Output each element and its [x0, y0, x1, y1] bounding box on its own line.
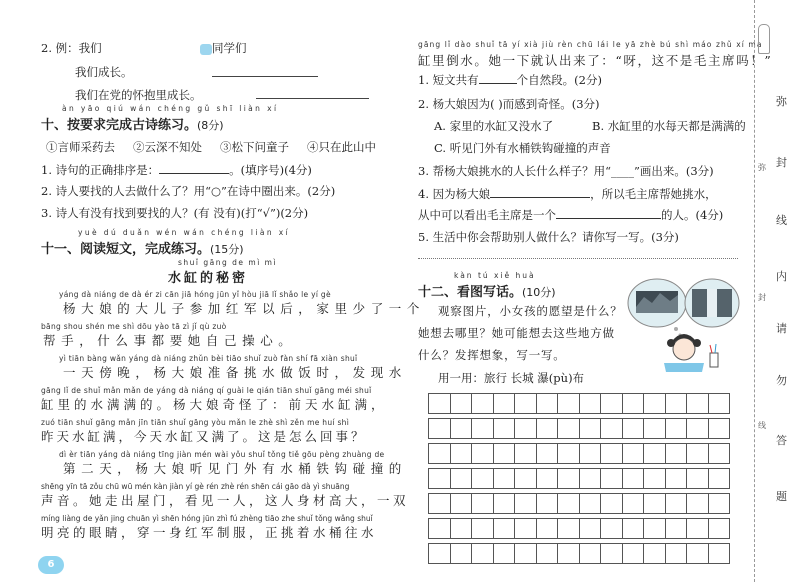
grid-cell[interactable] — [687, 419, 709, 439]
grid-cell[interactable] — [558, 544, 580, 564]
story-line — [41, 482, 410, 514]
grid-cell[interactable] — [665, 494, 687, 514]
grid-cell[interactable] — [579, 544, 601, 564]
grid-cell[interactable] — [515, 494, 537, 514]
grid-cell[interactable] — [493, 519, 515, 539]
r-q2-option-b: B. 水缸里的水每天都是满满的 — [592, 119, 746, 133]
s10-q2: 2. 诗人要找的人去做什么了？用“○”在诗中圈出来。(2分) — [41, 184, 336, 198]
grid-cell[interactable] — [558, 469, 580, 489]
grid-cell[interactable] — [450, 469, 472, 489]
s12-prompt-2: 她想去哪里？她可能想去这些地方做 — [418, 326, 615, 340]
grid-cell[interactable] — [450, 519, 472, 539]
grid-cell[interactable] — [450, 544, 472, 564]
grid-cell[interactable] — [536, 469, 558, 489]
grid-cell[interactable] — [601, 444, 623, 464]
story-line-text: 第二天，杨大娘听见门外有水桶铁钩碰撞的 — [63, 461, 407, 476]
grid-cell[interactable] — [493, 394, 515, 414]
grid-cell[interactable] — [708, 394, 730, 414]
grid-cell[interactable] — [429, 444, 451, 464]
grid-cell[interactable] — [644, 419, 666, 439]
grid-cell[interactable] — [687, 544, 709, 564]
grid-cell[interactable] — [472, 394, 494, 414]
story-line-pinyin: gāng lǐ de shuǐ mǎn mǎn de yáng dà niáng qí guài le qián tiān shuǐ gāng méi shuǐ — [41, 386, 372, 395]
grid-cell[interactable] — [429, 469, 451, 489]
story-line-text: 一天傍晚，杨大娘准备挑水做饭时，发现水 — [63, 365, 407, 380]
grid-cell[interactable] — [644, 544, 666, 564]
grid-row — [429, 444, 730, 464]
s10-q1-answer-blank[interactable] — [159, 163, 229, 174]
r-q4-text-b: ，所以毛主席帮她挑水， — [590, 187, 717, 201]
q2-example-word: 同学们 — [212, 41, 247, 55]
story-line-pinyin: shēng yīn tā zǒu chū wū mén kàn jiàn yí gè rén zhè rén shēn cái gāo dà yì shuāng — [41, 482, 350, 491]
story-line-text: 昨天水缸满，今天水缸又满了。这是怎么回事？ — [41, 429, 367, 444]
grid-cell[interactable] — [558, 394, 580, 414]
grid-cell[interactable] — [450, 419, 472, 439]
grid-cell[interactable] — [601, 419, 623, 439]
grid-cell[interactable] — [579, 394, 601, 414]
grid-row — [429, 519, 730, 539]
grid-cell[interactable] — [665, 394, 687, 414]
grid-cell[interactable] — [429, 419, 451, 439]
grid-cell[interactable] — [493, 444, 515, 464]
section11-title-text: 十一、阅读短文，完成练习。 — [41, 242, 211, 257]
grid-cell[interactable] — [708, 544, 730, 564]
section10-title — [41, 114, 224, 133]
grid-row — [429, 544, 730, 564]
grid-cell[interactable] — [601, 469, 623, 489]
grid-cell[interactable] — [687, 444, 709, 464]
margin-small-mark: 封 — [758, 293, 766, 302]
grid-cell[interactable] — [579, 419, 601, 439]
grid-cell[interactable] — [708, 519, 730, 539]
poem-option-3: ③松下问童子 — [220, 140, 289, 154]
margin-char: 勿 — [776, 374, 787, 387]
grid-cell[interactable] — [665, 444, 687, 464]
poem-option-2: ②云深不知处 — [133, 140, 202, 154]
story-line-pinyin: míng liàng de yǎn jing chuān yì shēn hóng jūn zhì fú zhèng tiāo zhe shuǐ tǒng wǎng shuǐ — [41, 514, 373, 523]
r-q5: 5. 生活中你会帮助别人做什么？请你写一写。(3分) — [418, 230, 679, 244]
r-q1 — [418, 72, 602, 88]
q2-answer-line-1[interactable] — [212, 76, 318, 77]
grid-cell[interactable] — [579, 494, 601, 514]
grid-row — [429, 419, 730, 439]
margin-char: 题 — [776, 490, 787, 503]
grid-cell[interactable] — [622, 444, 644, 464]
grid-cell[interactable] — [558, 519, 580, 539]
grid-cell[interactable] — [558, 419, 580, 439]
grid-cell[interactable] — [601, 394, 623, 414]
grid-cell[interactable] — [622, 519, 644, 539]
story-body — [41, 290, 426, 546]
poem-option-4: ④只在此山中 — [307, 140, 376, 154]
grid-cell[interactable] — [536, 444, 558, 464]
grid-cell[interactable] — [515, 469, 537, 489]
grid-row — [429, 469, 730, 489]
grid-cell[interactable] — [687, 394, 709, 414]
grid-cell[interactable] — [429, 394, 451, 414]
girl-dreaming-illustration — [624, 277, 742, 372]
grid-cell[interactable] — [579, 519, 601, 539]
grid-cell[interactable] — [493, 544, 515, 564]
r-q4-text-c: 从中可以看出毛主席是一个 — [418, 208, 556, 222]
r-q2: 2. 杨大娘因为( )而感到奇怪。(3分) — [418, 97, 600, 111]
grid-cell[interactable] — [472, 544, 494, 564]
grid-cell[interactable] — [515, 444, 537, 464]
q2-example — [200, 40, 247, 56]
r-q1-tail: 个自然段。(2分) — [516, 73, 602, 87]
grid-cell[interactable] — [515, 519, 537, 539]
grid-cell[interactable] — [622, 544, 644, 564]
story-line — [41, 290, 426, 322]
section10-score: (8分) — [197, 119, 224, 132]
grid-cell[interactable] — [558, 494, 580, 514]
grid-cell[interactable] — [708, 419, 730, 439]
grid-row — [429, 394, 730, 414]
margin-char: 弥 — [776, 95, 787, 108]
r-q1-text: 1. 短文共有 — [418, 73, 479, 87]
grid-cell[interactable] — [579, 444, 601, 464]
grid-cell[interactable] — [665, 519, 687, 539]
q2-line1: 我们成长。 — [75, 65, 133, 79]
story-line — [41, 514, 378, 546]
story-line-pinyin: dì èr tiān yáng dà niáng tīng jiàn mén wài yǒu shuǐ tǒng tiě gōu pèng zhuàng de — [59, 450, 385, 459]
margin-char: 答 — [776, 434, 787, 447]
s12-words: 用一用：旅行 长城 瀑(pù)布 — [438, 371, 585, 385]
grid-cell[interactable] — [515, 419, 537, 439]
s12-prompt-3: 什么？发挥想象，写一写。 — [418, 348, 566, 362]
grid-cell[interactable] — [687, 469, 709, 489]
grid-cell[interactable] — [601, 519, 623, 539]
q2-answer-line-2[interactable] — [256, 98, 369, 99]
story-line — [41, 354, 407, 386]
grid-cell[interactable] — [708, 494, 730, 514]
grid-cell[interactable] — [644, 444, 666, 464]
grid-cell[interactable] — [472, 469, 494, 489]
story-line-pinyin: bāng shou shén me shì dōu yào tā zì jǐ qù zuò — [41, 322, 227, 331]
r-q4-answer-blank-2[interactable] — [556, 208, 661, 219]
grid-cell[interactable] — [644, 469, 666, 489]
grid-cell[interactable] — [472, 419, 494, 439]
section12-title — [418, 281, 556, 300]
cut-line — [754, 0, 755, 582]
grid-cell[interactable] — [708, 444, 730, 464]
continuation-text: 缸里倒水。她一下就认出来了：“呀，这不是毛主席吗！” — [418, 53, 773, 68]
margin-small-mark: 线 — [758, 421, 766, 430]
grid-cell[interactable] — [493, 419, 515, 439]
grid-cell[interactable] — [493, 494, 515, 514]
grid-cell[interactable] — [429, 544, 451, 564]
grid-cell[interactable] — [472, 519, 494, 539]
r-q4 — [418, 186, 717, 202]
grid-cell[interactable] — [665, 469, 687, 489]
grid-cell[interactable] — [515, 394, 537, 414]
grid-cell[interactable] — [450, 444, 472, 464]
grid-cell[interactable] — [450, 394, 472, 414]
r-q4-answer-blank-1[interactable] — [490, 187, 590, 198]
grid-cell[interactable] — [493, 469, 515, 489]
section12-pinyin: kàn tú xiě huà — [454, 271, 536, 280]
margin-char: 封 — [776, 156, 787, 169]
grid-cell[interactable] — [601, 544, 623, 564]
page-number: 6 — [38, 556, 64, 574]
grid-cell[interactable] — [536, 519, 558, 539]
grid-cell[interactable] — [558, 444, 580, 464]
q2-header: 2. 例：我们 — [41, 41, 102, 55]
grid-cell[interactable] — [622, 419, 644, 439]
story-line — [41, 386, 388, 418]
margin-char: 内 — [776, 270, 787, 283]
r-q3: 3. 帮杨大娘挑水的人长什么样子？用“____”画出来。(3分) — [418, 164, 714, 178]
grid-cell[interactable] — [536, 544, 558, 564]
r-q1-answer-blank[interactable] — [479, 73, 517, 84]
poem-option-1: ①言师采药去 — [46, 140, 115, 154]
s10-q1-tail: 。(填序号)(4分) — [229, 163, 312, 177]
story-title: 水缸的秘密 — [168, 271, 249, 286]
section10-pinyin: àn yāo qiú wán chéng gǔ shī liàn xí — [62, 104, 279, 113]
section10-title-text: 十、按要求完成古诗练习。 — [41, 118, 198, 133]
grid-cell[interactable] — [601, 494, 623, 514]
section11-score: (15分) — [210, 243, 244, 256]
grid-cell[interactable] — [579, 469, 601, 489]
story-line-text: 明亮的眼睛，穿一身红军制服，正挑着水桶往水 — [41, 525, 378, 540]
poem-options — [46, 139, 376, 155]
grid-cell[interactable] — [472, 444, 494, 464]
grid-cell[interactable] — [536, 394, 558, 414]
story-line-text: 杨大娘的大儿子参加红军以后，家里少了一个 — [63, 301, 426, 316]
pencil-icon — [758, 24, 770, 54]
r-q2-option-c: C. 听见门外有水桶铁钩碰撞的声音 — [434, 141, 611, 155]
story-line-text: 帮手，什么事都要她自己操心。 — [43, 333, 297, 348]
margin-char: 线 — [776, 214, 787, 227]
grid-cell[interactable] — [687, 494, 709, 514]
grid-cell[interactable] — [622, 469, 644, 489]
story-line-pinyin: yáng dà niáng de dà ér zi cān jiā hóng jūn yǐ hòu jiā lǐ shǎo le yí gè — [59, 290, 331, 299]
story-title-pinyin: shuǐ gāng de mì mì — [178, 258, 278, 267]
story-line-pinyin: yì tiān bàng wǎn yáng dà niáng zhǔn bèi tiāo shuǐ zuò fàn shí fā xiàn shuǐ — [59, 354, 358, 363]
section12-title-text: 十二、看图写话。 — [418, 285, 523, 300]
r-q4-line2 — [418, 207, 723, 223]
s10-q3: 3. 诗人有没有找到要找的人？(有 没有)(打“√”)(2分) — [41, 206, 309, 220]
story-line — [41, 450, 407, 482]
grid-cell[interactable] — [644, 494, 666, 514]
grid-cell[interactable] — [472, 494, 494, 514]
story-line-text: 声音。她走出屋门，看见一人，这人身材高大，一双 — [41, 493, 410, 508]
writing-grid[interactable] — [428, 393, 730, 564]
grid-cell[interactable] — [665, 544, 687, 564]
section12-score: (10分) — [522, 286, 556, 299]
grid-cell[interactable] — [515, 544, 537, 564]
story-line — [41, 322, 371, 354]
grid-cell[interactable] — [536, 419, 558, 439]
continuation-pinyin: gāng lǐ dào shuǐ tā yí xià jiù rèn chū lái le yā zhè bú shì máo zhǔ xí ma — [418, 40, 763, 49]
grid-cell[interactable] — [429, 494, 451, 514]
grid-cell[interactable] — [644, 519, 666, 539]
margin-char: 请 — [776, 322, 787, 335]
story-line-text: 缸里的水满满的。杨大娘奇怪了：前天水缸满， — [41, 397, 388, 412]
grid-cell[interactable] — [665, 419, 687, 439]
grid-cell[interactable] — [644, 394, 666, 414]
grid-cell[interactable] — [687, 519, 709, 539]
story-line — [41, 418, 371, 450]
r-q4-text-d: 的人。(4分) — [661, 208, 724, 222]
r-q4-text-a: 4. 因为杨大娘 — [418, 187, 491, 201]
margin-small-mark: 弥 — [758, 163, 766, 172]
grid-cell[interactable] — [622, 494, 644, 514]
q5-answer-line[interactable] — [418, 258, 738, 259]
section11-title — [41, 238, 244, 257]
s10-q1-text: 1. 诗句的正确排序是： — [41, 163, 160, 177]
r-q2-option-a: A. 家里的水缸又没水了 — [434, 119, 554, 133]
section11-pinyin: yuè dú duǎn wén wán chéng liàn xí — [78, 228, 291, 237]
grid-cell[interactable] — [450, 494, 472, 514]
story-line-pinyin: zuó tiān shuǐ gāng mǎn jīn tiān shuǐ gāng yòu mǎn le zhè shì zěn me huí shì — [41, 418, 350, 427]
grid-cell[interactable] — [429, 519, 451, 539]
s12-prompt-1: 观察图片，小女孩的愿望是什么？ — [438, 304, 623, 318]
bird-icon — [200, 44, 212, 55]
grid-cell[interactable] — [536, 494, 558, 514]
grid-cell[interactable] — [708, 469, 730, 489]
s10-q1 — [41, 162, 312, 178]
grid-row — [429, 494, 730, 514]
grid-cell[interactable] — [622, 394, 644, 414]
q2-line2: 我们在党的怀抱里成长。 — [75, 88, 202, 102]
